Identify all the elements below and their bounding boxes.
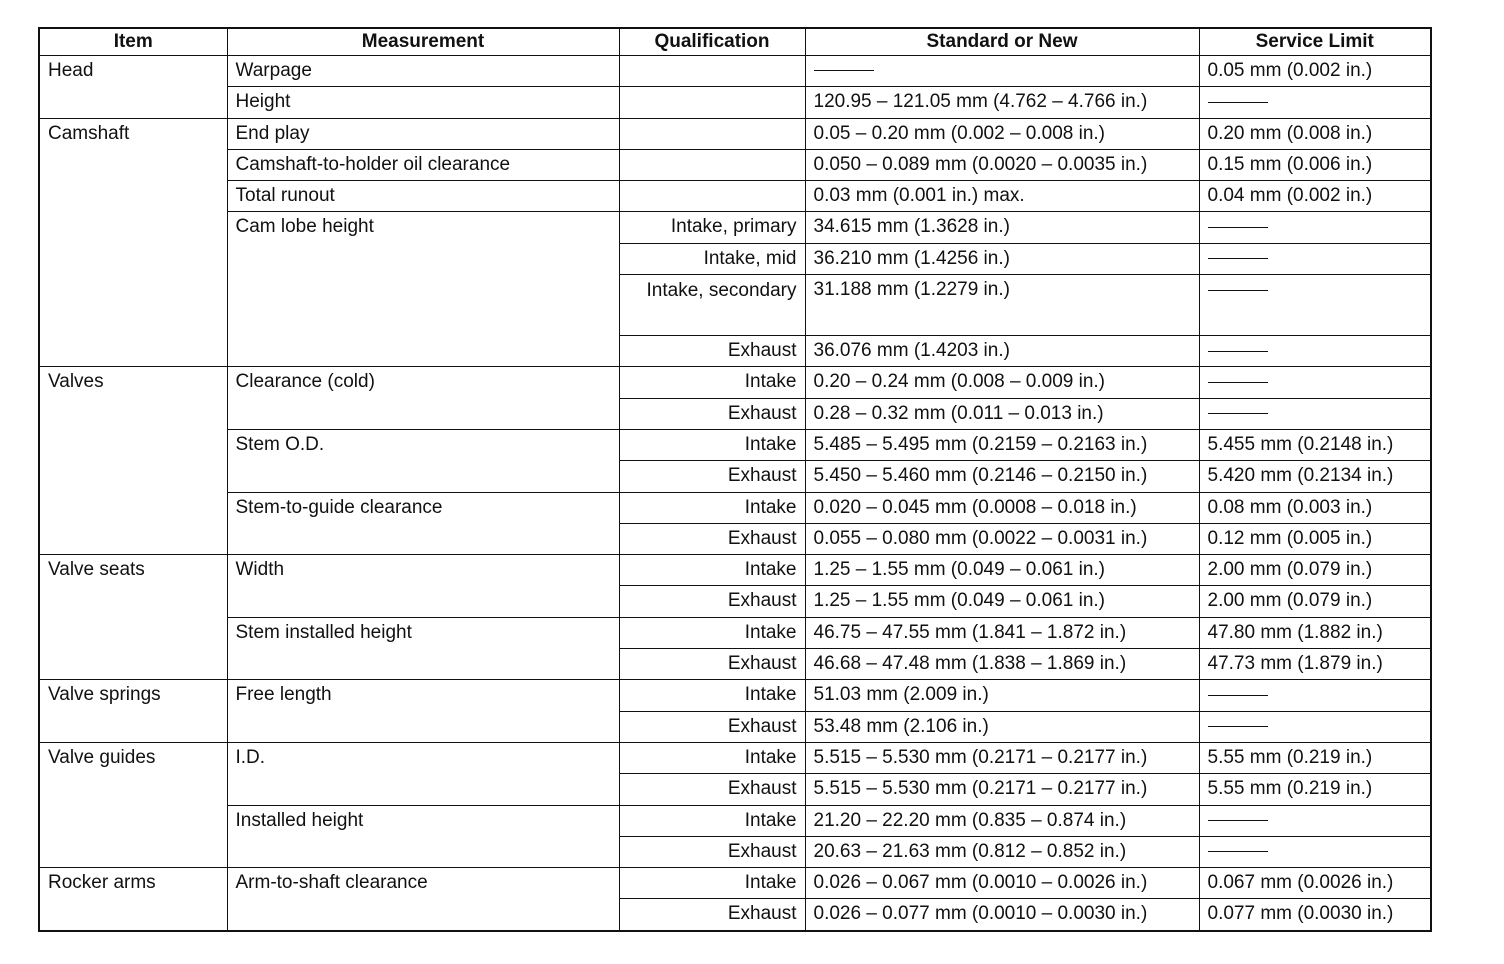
- limit-cell: [1199, 87, 1431, 118]
- empty-value-dash: [1208, 382, 1268, 383]
- limit-cell: 47.80 mm (1.882 in.): [1199, 617, 1431, 648]
- item-cell: Valve seats: [39, 555, 227, 680]
- qualification-cell: Intake: [619, 805, 805, 836]
- standard-cell: 51.03 mm (2.009 in.): [805, 680, 1199, 711]
- measurement-cell: Cam lobe height: [227, 212, 619, 367]
- standard-cell: 46.68 – 47.48 mm (1.838 – 1.869 in.): [805, 649, 1199, 680]
- qualification-cell: Intake: [619, 429, 805, 460]
- qualification-cell: Intake: [619, 492, 805, 523]
- qualification-cell: Intake: [619, 742, 805, 773]
- item-cell: Valve guides: [39, 742, 227, 867]
- empty-value-dash: [1208, 726, 1268, 727]
- header-qualification: Qualification: [619, 28, 805, 56]
- measurement-cell: End play: [227, 118, 619, 149]
- table-row: [39, 805, 1431, 836]
- table-row: [39, 118, 1431, 149]
- limit-cell: [1199, 243, 1431, 274]
- standard-cell: 5.515 – 5.530 mm (0.2171 – 0.2177 in.): [805, 742, 1199, 773]
- qualification-cell: Intake: [619, 555, 805, 586]
- standard-cell: 0.28 – 0.32 mm (0.011 – 0.013 in.): [805, 398, 1199, 429]
- standard-cell: 31.188 mm (1.2279 in.): [805, 275, 1199, 336]
- header-service-limit: Service Limit: [1199, 28, 1431, 56]
- limit-cell: 0.20 mm (0.008 in.): [1199, 118, 1431, 149]
- table-row: [39, 742, 1431, 773]
- standard-cell: 0.03 mm (0.001 in.) max.: [805, 181, 1199, 212]
- qualification-cell: Exhaust: [619, 461, 805, 492]
- standard-cell: 5.485 – 5.495 mm (0.2159 – 0.2163 in.): [805, 429, 1199, 460]
- measurement-cell: Arm-to-shaft clearance: [227, 868, 619, 931]
- table-row: [39, 56, 1431, 87]
- empty-value-dash: [1208, 413, 1268, 414]
- standard-cell: 21.20 – 22.20 mm (0.835 – 0.874 in.): [805, 805, 1199, 836]
- header-item: Item: [39, 28, 227, 56]
- empty-value-dash: [1208, 695, 1268, 696]
- measurement-cell: Warpage: [227, 56, 619, 87]
- standard-cell: 0.05 – 0.20 mm (0.002 – 0.008 in.): [805, 118, 1199, 149]
- item-cell: Head: [39, 56, 227, 119]
- qualification-cell: [619, 275, 805, 336]
- qualification-cell: Intake: [619, 680, 805, 711]
- standard-cell: 120.95 – 121.05 mm (4.762 – 4.766 in.): [805, 87, 1199, 118]
- empty-value-dash: [1208, 227, 1268, 228]
- standard-cell: 5.515 – 5.530 mm (0.2171 – 0.2177 in.): [805, 774, 1199, 805]
- limit-cell: 0.04 mm (0.002 in.): [1199, 181, 1431, 212]
- measurement-cell: Stem O.D.: [227, 429, 619, 492]
- standard-cell: [805, 56, 1199, 87]
- table-row: [39, 367, 1431, 398]
- qualification-cell: Exhaust: [619, 398, 805, 429]
- limit-cell: [1199, 275, 1431, 336]
- limit-cell: [1199, 680, 1431, 711]
- limit-cell: 0.15 mm (0.006 in.): [1199, 149, 1431, 180]
- empty-value-dash: [1208, 258, 1268, 259]
- header-standard: Standard or New: [805, 28, 1199, 56]
- standard-cell: 5.450 – 5.460 mm (0.2146 – 0.2150 in.): [805, 461, 1199, 492]
- measurement-cell: Stem installed height: [227, 617, 619, 680]
- qualification-cell: Intake: [619, 367, 805, 398]
- empty-value-dash: [1208, 351, 1268, 352]
- limit-cell: 0.05 mm (0.002 in.): [1199, 56, 1431, 87]
- limit-cell: [1199, 212, 1431, 243]
- header-row: [39, 28, 1431, 56]
- measurement-cell: Camshaft-to-holder oil clearance: [227, 149, 619, 180]
- limit-cell: 5.420 mm (0.2134 in.): [1199, 461, 1431, 492]
- standard-cell: 0.050 – 0.089 mm (0.0020 – 0.0035 in.): [805, 149, 1199, 180]
- qualification-cell: [619, 149, 805, 180]
- qualification-text: Intake, secondary: [646, 280, 797, 302]
- limit-cell: 47.73 mm (1.879 in.): [1199, 649, 1431, 680]
- empty-value-dash: [814, 70, 874, 71]
- measurement-cell: Stem-to-guide clearance: [227, 492, 619, 555]
- qualification-cell: [619, 56, 805, 87]
- item-cell: Valve springs: [39, 680, 227, 743]
- qualification-cell: Intake: [619, 868, 805, 899]
- table-row: [39, 149, 1431, 180]
- table-row: [39, 555, 1431, 586]
- table-row: [39, 212, 1431, 243]
- standard-cell: 53.48 mm (2.106 in.): [805, 711, 1199, 742]
- qualification-cell: Exhaust: [619, 836, 805, 867]
- measurement-cell: Height: [227, 87, 619, 118]
- standard-cell: 1.25 – 1.55 mm (0.049 – 0.061 in.): [805, 586, 1199, 617]
- measurement-cell: Width: [227, 555, 619, 618]
- measurement-cell: I.D.: [227, 742, 619, 805]
- limit-cell: 0.08 mm (0.003 in.): [1199, 492, 1431, 523]
- item-cell: Camshaft: [39, 118, 227, 367]
- table-row: [39, 617, 1431, 648]
- empty-value-dash: [1208, 102, 1268, 103]
- table-row: [39, 429, 1431, 460]
- standard-cell: 0.055 – 0.080 mm (0.0022 – 0.0031 in.): [805, 523, 1199, 554]
- table-row: [39, 87, 1431, 118]
- limit-cell: [1199, 398, 1431, 429]
- empty-value-dash: [1208, 820, 1268, 821]
- limit-cell: 2.00 mm (0.079 in.): [1199, 586, 1431, 617]
- qualification-cell: [619, 87, 805, 118]
- item-cell: Valves: [39, 367, 227, 555]
- standard-cell: 46.75 – 47.55 mm (1.841 – 1.872 in.): [805, 617, 1199, 648]
- qualification-cell: Exhaust: [619, 711, 805, 742]
- empty-value-dash: [1208, 290, 1268, 291]
- standard-cell: 0.020 – 0.045 mm (0.0008 – 0.018 in.): [805, 492, 1199, 523]
- qualification-cell: Exhaust: [619, 899, 805, 931]
- qualification-cell: Exhaust: [619, 336, 805, 367]
- measurement-cell: Clearance (cold): [227, 367, 619, 430]
- qualification-cell: Exhaust: [619, 523, 805, 554]
- table-row: [39, 868, 1431, 899]
- limit-cell: 5.55 mm (0.219 in.): [1199, 774, 1431, 805]
- limit-cell: [1199, 711, 1431, 742]
- qualification-cell: Intake, primary: [619, 212, 805, 243]
- qualification-cell: Exhaust: [619, 649, 805, 680]
- limit-cell: 5.55 mm (0.219 in.): [1199, 742, 1431, 773]
- standard-cell: 0.026 – 0.067 mm (0.0010 – 0.0026 in.): [805, 868, 1199, 899]
- table-row: [39, 680, 1431, 711]
- item-cell: Rocker arms: [39, 868, 227, 931]
- limit-cell: 5.455 mm (0.2148 in.): [1199, 429, 1431, 460]
- limit-cell: 0.077 mm (0.0030 in.): [1199, 899, 1431, 931]
- header-measurement: Measurement: [227, 28, 619, 56]
- limit-cell: [1199, 367, 1431, 398]
- standard-cell: 20.63 – 21.63 mm (0.812 – 0.852 in.): [805, 836, 1199, 867]
- qualification-cell: [619, 118, 805, 149]
- empty-value-dash: [1208, 851, 1268, 852]
- qualification-cell: Intake, mid: [619, 243, 805, 274]
- limit-cell: [1199, 805, 1431, 836]
- limit-cell: 0.12 mm (0.005 in.): [1199, 523, 1431, 554]
- qualification-cell: Intake: [619, 617, 805, 648]
- qualification-cell: Exhaust: [619, 586, 805, 617]
- qualification-cell: [619, 181, 805, 212]
- standard-cell: 1.25 – 1.55 mm (0.049 – 0.061 in.): [805, 555, 1199, 586]
- table-row: [39, 181, 1431, 212]
- standard-cell: 0.026 – 0.077 mm (0.0010 – 0.0030 in.): [805, 899, 1199, 931]
- limit-cell: 2.00 mm (0.079 in.): [1199, 555, 1431, 586]
- standard-cell: 0.20 – 0.24 mm (0.008 – 0.009 in.): [805, 367, 1199, 398]
- table-row: [39, 492, 1431, 523]
- standard-cell: 34.615 mm (1.3628 in.): [805, 212, 1199, 243]
- measurement-cell: Free length: [227, 680, 619, 743]
- standard-cell: 36.210 mm (1.4256 in.): [805, 243, 1199, 274]
- standard-cell: 36.076 mm (1.4203 in.): [805, 336, 1199, 367]
- measurement-cell: Installed height: [227, 805, 619, 868]
- specification-table: [38, 27, 1432, 932]
- qualification-cell: Exhaust: [619, 774, 805, 805]
- measurement-cell: Total runout: [227, 181, 619, 212]
- limit-cell: [1199, 836, 1431, 867]
- limit-cell: 0.067 mm (0.0026 in.): [1199, 868, 1431, 899]
- limit-cell: [1199, 336, 1431, 367]
